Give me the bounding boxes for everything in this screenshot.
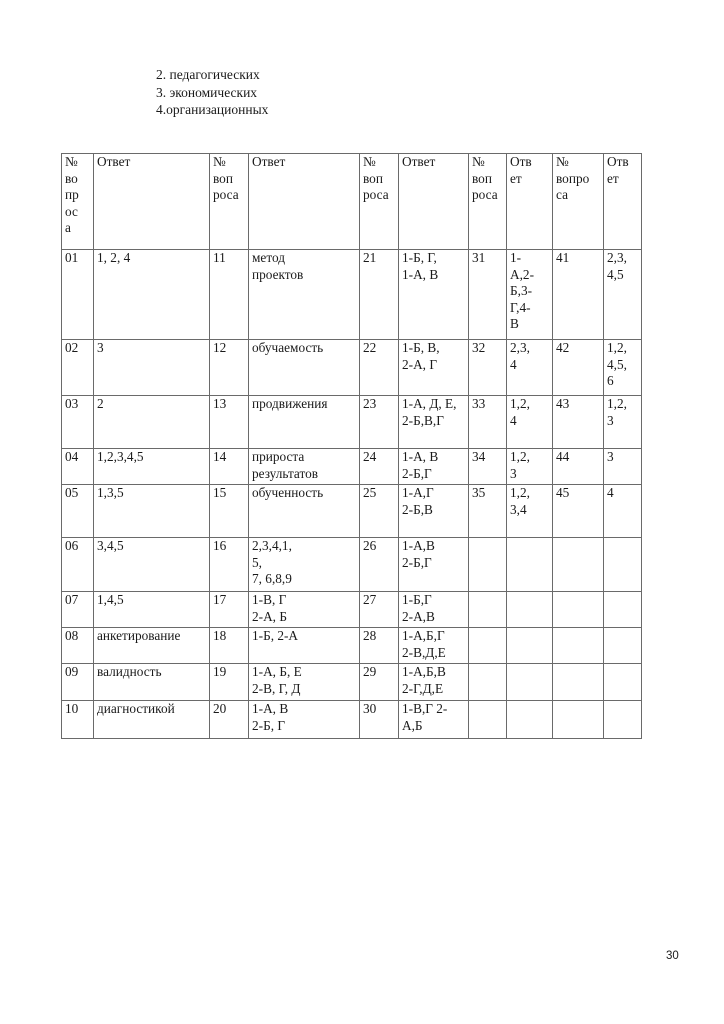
table-cell: 3,4,5 xyxy=(94,538,210,592)
table-cell xyxy=(507,538,553,592)
intro-list xyxy=(156,66,268,119)
table-cell: 2,3, 4 xyxy=(507,340,553,396)
table-cell: 41 xyxy=(553,250,604,340)
table-row xyxy=(62,538,642,592)
table-cell: 1,2, 4 xyxy=(507,396,553,449)
header-cell: № воп роса xyxy=(210,154,249,250)
table-cell: 1-В,Г 2- А,Б xyxy=(399,701,469,739)
header-cell: Ответ xyxy=(399,154,469,250)
table-cell xyxy=(507,664,553,701)
table-cell xyxy=(507,628,553,664)
table-cell: 1-А,Г 2-Б,В xyxy=(399,485,469,538)
table-row xyxy=(62,592,642,628)
table-cell: 08 xyxy=(62,628,94,664)
table-cell xyxy=(469,701,507,739)
table-cell: 20 xyxy=(210,701,249,739)
table-cell: 31 xyxy=(469,250,507,340)
table-cell: 44 xyxy=(553,449,604,485)
header-cell: № во пр ос а xyxy=(62,154,94,250)
table-cell: 02 xyxy=(62,340,94,396)
header-cell: Отв ет xyxy=(604,154,642,250)
table-cell xyxy=(469,592,507,628)
table-cell: 1-Б, В, 2-А, Г xyxy=(399,340,469,396)
table-row xyxy=(62,664,642,701)
intro-item-3: 4.организационных xyxy=(156,102,269,117)
table-cell: 1,3,5 xyxy=(94,485,210,538)
table-cell: 1-А, Д, Е, 2-Б,В,Г xyxy=(399,396,469,449)
table-row xyxy=(62,485,642,538)
table-cell: 34 xyxy=(469,449,507,485)
table-cell xyxy=(604,628,642,664)
table-row xyxy=(62,396,642,449)
table-cell xyxy=(553,664,604,701)
table-cell: 04 xyxy=(62,449,94,485)
table-cell: 15 xyxy=(210,485,249,538)
table-cell xyxy=(604,701,642,739)
table-cell xyxy=(553,628,604,664)
table-cell: 42 xyxy=(553,340,604,396)
table-row xyxy=(62,449,642,485)
table-cell: 1,2,3,4,5 xyxy=(94,449,210,485)
table-cell: 07 xyxy=(62,592,94,628)
table-cell: 1-А, В 2-Б, Г xyxy=(249,701,360,739)
table-cell: 24 xyxy=(360,449,399,485)
table-row xyxy=(62,701,642,739)
table-cell xyxy=(553,538,604,592)
table-cell: 2,3,4,1, 5, 7, 6,8,9 xyxy=(249,538,360,592)
table-cell: 13 xyxy=(210,396,249,449)
table-cell: 1,2, 3,4 xyxy=(507,485,553,538)
table-row xyxy=(62,340,642,396)
table-cell xyxy=(604,538,642,592)
table-cell: 01 xyxy=(62,250,94,340)
table-cell: 35 xyxy=(469,485,507,538)
table-cell xyxy=(507,701,553,739)
table-cell: 1-А,В 2-Б,Г xyxy=(399,538,469,592)
table-cell: 1-В, Г 2-А, Б xyxy=(249,592,360,628)
table-cell: 33 xyxy=(469,396,507,449)
table-cell: 23 xyxy=(360,396,399,449)
page-number: 30 xyxy=(666,950,679,962)
table-row xyxy=(62,628,642,664)
table-cell xyxy=(553,592,604,628)
table-cell: 1, 2, 4 xyxy=(94,250,210,340)
header-cell: № воп роса xyxy=(469,154,507,250)
table-cell: 1- А,2- Б,3- Г,4- В xyxy=(507,250,553,340)
table-cell: прироста результатов xyxy=(249,449,360,485)
table-cell: 1,2, 4,5, 6 xyxy=(604,340,642,396)
table-cell: 1,4,5 xyxy=(94,592,210,628)
intro-item-1: 2. педагогических xyxy=(156,67,260,82)
table-cell: 45 xyxy=(553,485,604,538)
table-cell: 17 xyxy=(210,592,249,628)
table-cell: 26 xyxy=(360,538,399,592)
table-cell: 22 xyxy=(360,340,399,396)
table-cell: диагностикой xyxy=(94,701,210,739)
table-cell: 16 xyxy=(210,538,249,592)
table-cell: 10 xyxy=(62,701,94,739)
table-cell: 28 xyxy=(360,628,399,664)
table-cell: анкетирование xyxy=(94,628,210,664)
table-cell: 14 xyxy=(210,449,249,485)
table-cell: 1-А,Б,В 2-Г,Д,Е xyxy=(399,664,469,701)
header-cell: Отв ет xyxy=(507,154,553,250)
table-cell: 1,2, 3 xyxy=(507,449,553,485)
table-cell: 12 xyxy=(210,340,249,396)
table-header-row xyxy=(62,154,642,250)
header-cell: Ответ xyxy=(249,154,360,250)
table-cell xyxy=(604,592,642,628)
table-cell: 27 xyxy=(360,592,399,628)
table-cell: 03 xyxy=(62,396,94,449)
table-cell: 19 xyxy=(210,664,249,701)
table-row xyxy=(62,250,642,340)
table-cell: метод проектов xyxy=(249,250,360,340)
table-cell: 29 xyxy=(360,664,399,701)
table-cell: 06 xyxy=(62,538,94,592)
answer-key-table xyxy=(61,153,642,739)
table-cell: 32 xyxy=(469,340,507,396)
table-cell xyxy=(469,538,507,592)
table-cell: продвижения xyxy=(249,396,360,449)
table-cell: 05 xyxy=(62,485,94,538)
table-cell: обучаемость xyxy=(249,340,360,396)
table-cell: 1-А, Б, Е 2-В, Г, Д xyxy=(249,664,360,701)
table-cell xyxy=(507,592,553,628)
table-cell: валидность xyxy=(94,664,210,701)
header-cell: № воп роса xyxy=(360,154,399,250)
table-cell: 1-А,Б,Г 2-В,Д,Е xyxy=(399,628,469,664)
table-cell: 43 xyxy=(553,396,604,449)
table-cell: 1-А, В 2-Б,Г xyxy=(399,449,469,485)
table-cell: 1-Б, Г, 1-А, В xyxy=(399,250,469,340)
table-cell: 1,2, 3 xyxy=(604,396,642,449)
table-cell: 09 xyxy=(62,664,94,701)
table-cell: 3 xyxy=(94,340,210,396)
table-cell: 25 xyxy=(360,485,399,538)
table-cell: 30 xyxy=(360,701,399,739)
table-cell xyxy=(469,664,507,701)
table-cell: 4 xyxy=(604,485,642,538)
table-cell: 2 xyxy=(94,396,210,449)
header-cell: № вопро са xyxy=(553,154,604,250)
table-cell: 3 xyxy=(604,449,642,485)
table-cell: 21 xyxy=(360,250,399,340)
table-cell: 18 xyxy=(210,628,249,664)
header-cell: Ответ xyxy=(94,154,210,250)
table-cell xyxy=(553,701,604,739)
table-cell xyxy=(469,628,507,664)
table-cell: обученность xyxy=(249,485,360,538)
intro-item-2: 3. экономических xyxy=(156,84,258,100)
table-cell: 1-Б,Г 2-А,В xyxy=(399,592,469,628)
table-cell xyxy=(604,664,642,701)
table-cell: 11 xyxy=(210,250,249,340)
table-cell: 2,3, 4,5 xyxy=(604,250,642,340)
table-cell: 1-Б, 2-А xyxy=(249,628,360,664)
